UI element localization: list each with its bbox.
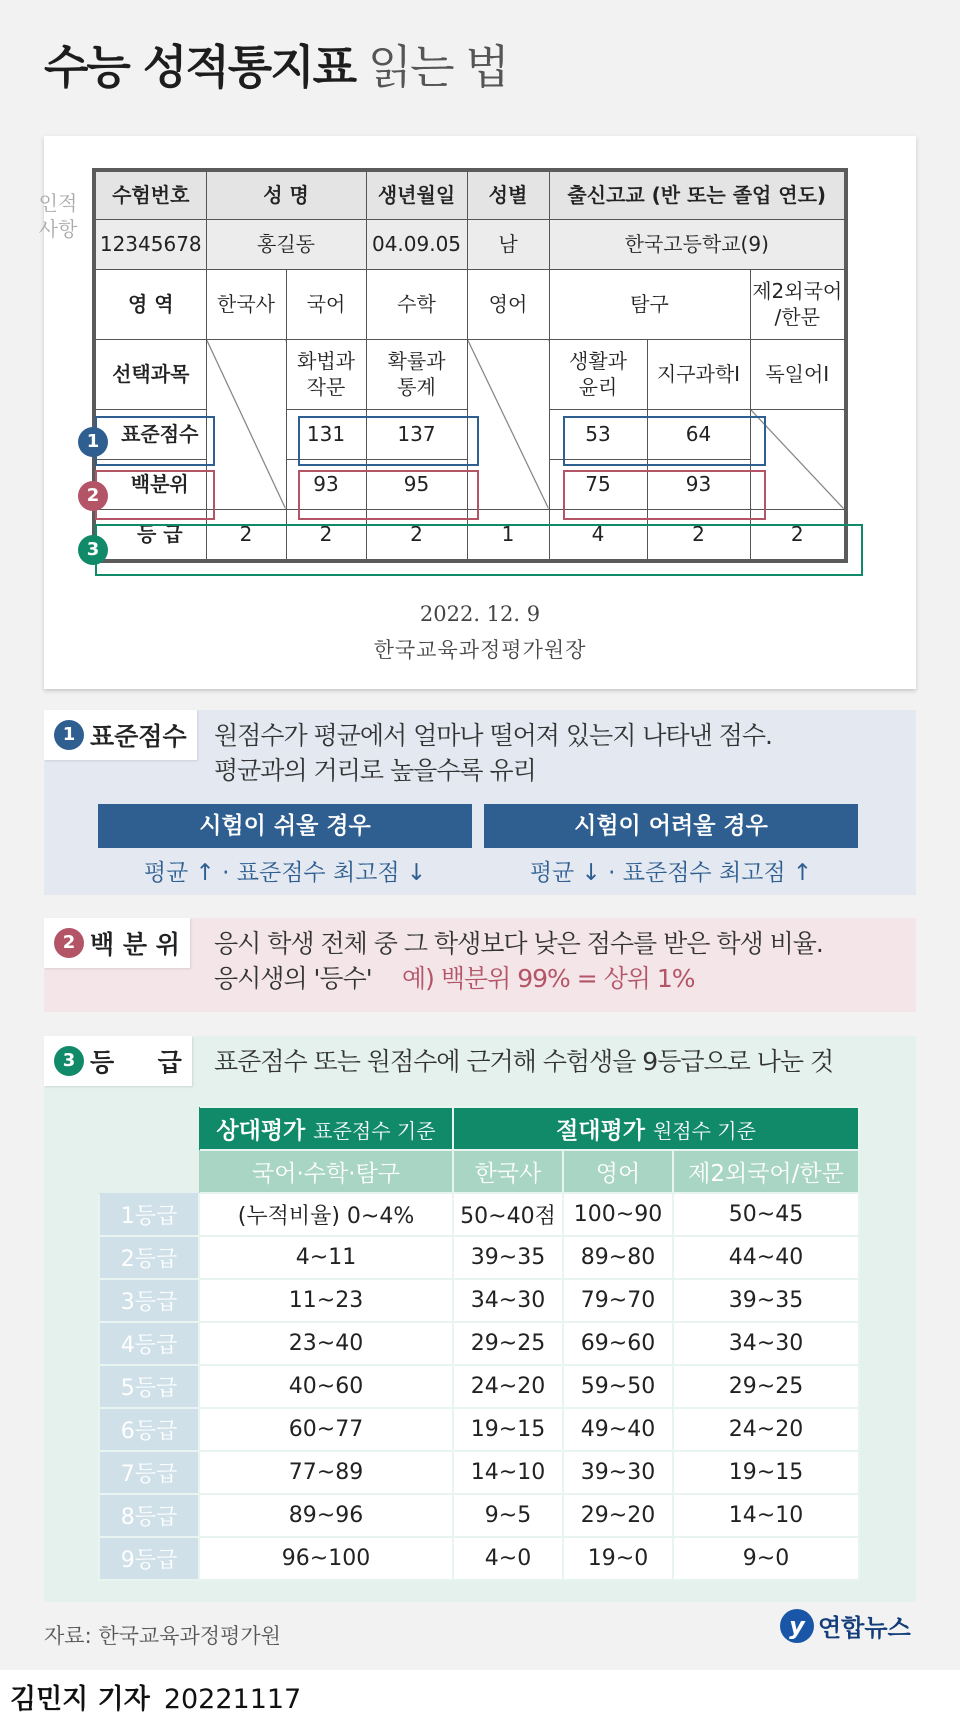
- value-cell: 한국고등학교(9): [549, 219, 846, 269]
- grade-cell: 29~25: [673, 1365, 859, 1408]
- grade-cell: 29~25: [453, 1322, 563, 1365]
- grade-cell: 69~60: [563, 1322, 673, 1365]
- footer-date: 20221117: [163, 1684, 302, 1715]
- header-cell: 성별: [467, 170, 549, 219]
- pct-highlight: [95, 470, 215, 520]
- grade-row: [99, 1365, 859, 1408]
- header-cell: 생년월일: [366, 170, 467, 219]
- grade-cell: 11~23: [199, 1279, 453, 1322]
- area-cell: 탐구: [549, 269, 750, 339]
- grade-cell: 9~5: [453, 1494, 563, 1537]
- grade-row-label: 6등급: [99, 1408, 199, 1451]
- number-badge-3: 3: [54, 1046, 84, 1076]
- grade-cell: 49~40: [563, 1408, 673, 1451]
- std-cell: 137: [366, 409, 467, 459]
- empty-diagonal-cell: [467, 339, 549, 509]
- grade-row-label: 8등급: [99, 1494, 199, 1537]
- grade-cell: 44~40: [673, 1236, 859, 1279]
- section-grade: [44, 1036, 916, 1602]
- grade-row-label: 4등급: [99, 1322, 199, 1365]
- grade-row-label: 3등급: [99, 1279, 199, 1322]
- section-desc: 응시 학생 전체 중 그 학생보다 낮은 점수를 받은 학생 비율.: [214, 929, 823, 958]
- grade-cell: 14~10: [453, 1451, 563, 1494]
- grade-cell: 4: [549, 509, 647, 561]
- section-desc: 원점수가 평균에서 얼마나 떨어져 있는지 나타낸 점수.: [214, 721, 772, 750]
- side-label: 인적 사항: [38, 191, 78, 241]
- grade-cell: 19~15: [453, 1408, 563, 1451]
- value-cell: 남: [467, 219, 549, 269]
- area-label: 영 역: [94, 269, 206, 339]
- grade-cell: 19~0: [563, 1537, 673, 1580]
- easy-case-bar: 시험이 쉬울 경우: [98, 804, 472, 848]
- grade-cell: 2: [647, 509, 750, 561]
- grade-cell: 14~10: [673, 1494, 859, 1537]
- number-badge-3: 3: [78, 535, 108, 565]
- grade-row-label: 2등급: [99, 1236, 199, 1279]
- page-title: [44, 36, 508, 98]
- grade-cell: 39~30: [563, 1451, 673, 1494]
- grade-cell: 19~15: [673, 1451, 859, 1494]
- column-header: 국어·수학·탐구: [199, 1150, 453, 1193]
- grade-cell: 39~35: [453, 1236, 563, 1279]
- grade-row: [99, 1193, 859, 1236]
- grade-cell: 100~90: [563, 1193, 673, 1236]
- pct-cell: 75: [549, 459, 647, 509]
- pct-cell: 95: [366, 459, 467, 509]
- issue-date: 2022. 12. 9: [419, 602, 541, 626]
- std-highlight: [95, 416, 215, 466]
- pct-highlight: [563, 470, 766, 520]
- pct-highlight: [298, 470, 479, 520]
- grade-row: [99, 1322, 859, 1365]
- issuer: 한국교육과정평가원장: [373, 638, 587, 662]
- reporter: 김민지 기자: [10, 1684, 150, 1715]
- grade-cell: 2: [286, 509, 366, 561]
- grade-cell: 2: [206, 509, 286, 561]
- grade-row: [99, 1451, 859, 1494]
- select-label: 선택과목: [94, 339, 206, 409]
- value-cell: 04.09.05: [366, 219, 467, 269]
- area-cell: 제2외국어 /한문: [750, 269, 846, 339]
- grade-cell: 50~45: [673, 1193, 859, 1236]
- area-cell: 수학: [366, 269, 467, 339]
- logo-icon: y: [780, 1609, 814, 1643]
- value-cell: 12345678: [94, 219, 206, 269]
- grade-cell: 40~60: [199, 1365, 453, 1408]
- grade-row: [99, 1279, 859, 1322]
- subject-cell: 독일어Ⅰ: [750, 339, 846, 409]
- grade-label: 등 급: [94, 509, 206, 561]
- hard-case-bar: 시험이 어려울 경우: [484, 804, 858, 848]
- std-cell: 53: [549, 409, 647, 459]
- header-cell: 수험번호: [94, 170, 206, 219]
- grade-cell: 59~50: [563, 1365, 673, 1408]
- subject-cell: 화법과 작문: [286, 339, 366, 409]
- grade-cell: 39~35: [673, 1279, 859, 1322]
- grade-highlight: [95, 524, 863, 576]
- section-desc: 응시생의 '등수': [214, 964, 372, 993]
- grade-cell: 29~20: [563, 1494, 673, 1537]
- section-desc: 평균과의 거리로 높을수록 유리: [214, 756, 536, 785]
- grade-cell: 96~100: [199, 1537, 453, 1580]
- std-highlight: [563, 416, 766, 466]
- grade-row: [99, 1408, 859, 1451]
- pct-cell: 93: [647, 459, 750, 509]
- area-cell: 영어: [467, 269, 549, 339]
- grade-row-label: 5등급: [99, 1365, 199, 1408]
- grade-row: [99, 1537, 859, 1580]
- grade-table: [98, 1106, 860, 1581]
- grade-cell: 50~40점: [453, 1193, 563, 1236]
- tag-label: 표준점수: [90, 722, 187, 751]
- pct-cell: 93: [286, 459, 366, 509]
- section-tag: [44, 1036, 192, 1086]
- grade-cell: 77~89: [199, 1451, 453, 1494]
- subject-cell: 생활과 윤리: [549, 339, 647, 409]
- std-label: 표준점수: [94, 409, 206, 459]
- area-cell: 한국사: [206, 269, 286, 339]
- grade-row-label: 9등급: [99, 1537, 199, 1580]
- tag-label: 등 급: [90, 1048, 182, 1077]
- grade-row: [99, 1494, 859, 1537]
- grade-cell: 24~20: [673, 1408, 859, 1451]
- column-header: 영어: [563, 1150, 673, 1193]
- source: 자료: 한국교육과정평가원: [44, 1624, 281, 1648]
- tag-label: 백 분 위: [90, 930, 180, 959]
- column-header: 한국사: [453, 1150, 563, 1193]
- section-tag: [44, 918, 190, 968]
- subject-cell: 지구과학Ⅰ: [647, 339, 750, 409]
- section-percentile: [44, 918, 916, 1012]
- subject-cell: 확률과 통계: [366, 339, 467, 409]
- title-light: 읽는 법: [367, 40, 508, 94]
- grade-cell: 2: [366, 509, 467, 561]
- pct-label: 백분위: [94, 459, 206, 509]
- logo-text: 연합뉴스: [818, 1614, 911, 1642]
- grade-cell: (누적비율) 0~4%: [199, 1193, 453, 1236]
- number-badge-1: 1: [78, 427, 108, 457]
- empty-diagonal-cell: [206, 339, 286, 509]
- grade-cell: 4~0: [453, 1537, 563, 1580]
- hard-case-text: 평균 ↓ · 표준점수 최고점 ↑: [529, 860, 813, 886]
- section-tag: [44, 710, 197, 760]
- grade-row-label: 1등급: [99, 1193, 199, 1236]
- grade-cell: 4~11: [199, 1236, 453, 1279]
- grade-cell: 1: [467, 509, 549, 561]
- grade-cell: 34~30: [673, 1322, 859, 1365]
- section-standard-score: [44, 710, 916, 895]
- empty-cell: [99, 1107, 199, 1150]
- section-desc: 표준점수 또는 원점수에 근거해 수험생을 9등급으로 나눈 것: [214, 1047, 834, 1076]
- number-badge-1: 1: [54, 720, 84, 750]
- grade-cell: 24~20: [453, 1365, 563, 1408]
- grade-row: [99, 1236, 859, 1279]
- header-cell: 출신고교 (반 또는 졸업 연도): [549, 170, 846, 219]
- column-header: 제2외국어/한문: [673, 1150, 859, 1193]
- footer: [0, 1670, 960, 1730]
- absolute-header: 절대평가 원점수 기준: [453, 1107, 859, 1150]
- grade-cell: 79~70: [563, 1279, 673, 1322]
- grade-row-label: 7등급: [99, 1451, 199, 1494]
- yonhap-logo: [780, 1608, 911, 1643]
- grade-cell: 89~80: [563, 1236, 673, 1279]
- std-cell: 131: [286, 409, 366, 459]
- percentile-example: 예) 백분위 99% = 상위 1%: [402, 964, 695, 993]
- number-badge-2: 2: [78, 481, 108, 511]
- area-cell: 국어: [286, 269, 366, 339]
- title-bold: 수능 성적통지표: [44, 40, 356, 94]
- number-badge-2: 2: [54, 928, 84, 958]
- std-highlight: [298, 416, 479, 466]
- value-cell: 홍길동: [206, 219, 366, 269]
- relative-header: 상대평가 표준점수 기준: [199, 1107, 453, 1150]
- grade-cell: 23~40: [199, 1322, 453, 1365]
- grade-cell: 9~0: [673, 1537, 859, 1580]
- std-cell: 64: [647, 409, 750, 459]
- empty-cell: [99, 1150, 199, 1193]
- grade-cell: 60~77: [199, 1408, 453, 1451]
- grade-cell: 34~30: [453, 1279, 563, 1322]
- grade-cell: 2: [750, 509, 846, 561]
- grade-cell: 89~96: [199, 1494, 453, 1537]
- header-cell: 성 명: [206, 170, 366, 219]
- easy-case-text: 평균 ↑ · 표준점수 최고점 ↓: [143, 860, 427, 886]
